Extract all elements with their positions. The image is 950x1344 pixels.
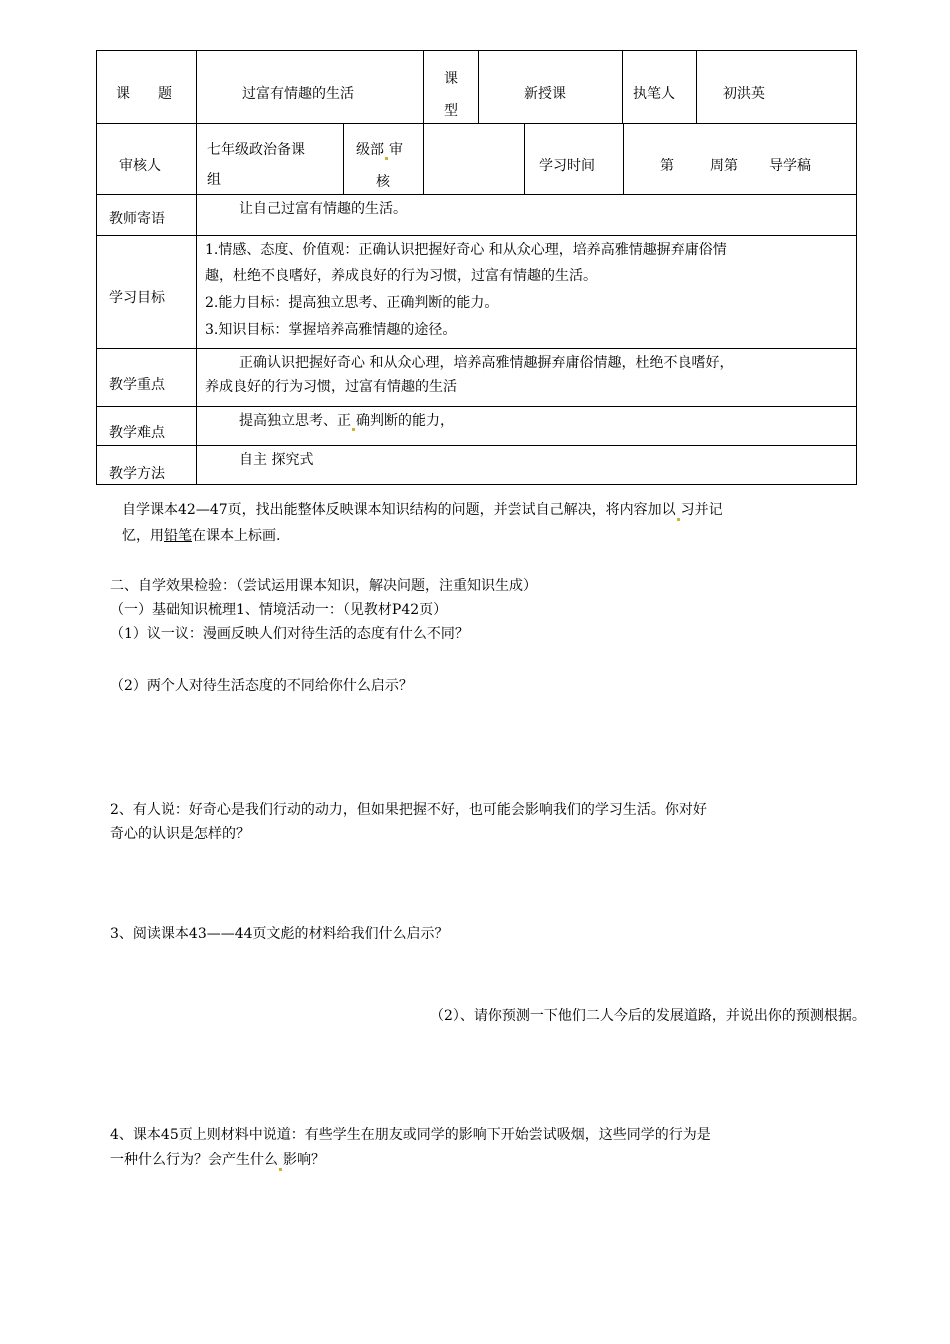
cell-author-label [622, 50, 697, 124]
question-4: 3、阅读课本43——44页文彪的材料给我们什么启示？ [110, 926, 449, 942]
cell-time-label [524, 123, 624, 195]
dept-text-a: 级部 [356, 142, 384, 158]
title-label: 课 题 [116, 86, 172, 102]
cell-blank [423, 123, 525, 195]
teacher-note-label: 教师寄语 [109, 211, 165, 227]
keypoints-label: 教学重点 [109, 377, 165, 393]
edit-mark [352, 428, 355, 431]
cell-author-value [696, 50, 857, 124]
type-value: 新授课 [524, 86, 566, 102]
cell-time-value [623, 123, 857, 195]
time-week: 周第 [710, 158, 738, 174]
objective-line3: 2.能力目标：提高独立思考、正确判断的能力。 [205, 295, 499, 311]
dept-line2: 核 [376, 174, 390, 190]
section2-heading: 二、自学效果检验：（尝试运用课本知识，解决问题，注重知识生成） [110, 578, 537, 594]
selfstudy-text-b: 习并记 [680, 502, 723, 518]
cell-objectives [196, 235, 857, 349]
type-label-bottom: 型 [444, 103, 458, 119]
author-value: 初洪英 [723, 86, 765, 102]
author-label: 执笔人 [633, 86, 675, 102]
cell-reviewer-label [96, 123, 197, 195]
reviewer-line2: 组 [207, 172, 221, 188]
objective-line1: 1.情感、态度、价值观：正确认识把握好奇心 和从众心理，培养高雅情趣摒弃庸俗情 [205, 242, 727, 258]
cell-dept-review [343, 123, 424, 195]
cell-method [196, 445, 857, 485]
question-2: （2）两个人对待生活态度的不同给你什么启示？ [110, 678, 413, 694]
objective-line4: 3.知识目标：掌握培养高雅情趣的途径。 [205, 322, 457, 338]
section2-sub: （一）基础知识梳理1、情境活动一：（见教材P42页） [110, 602, 448, 618]
cell-method-label [96, 445, 197, 485]
edit-mark [385, 157, 388, 160]
question-6-text-b: 影响？ [283, 1152, 325, 1168]
objective-line2: 趣，杜绝不良嗜好，养成良好的行为习惯，过富有情趣的生活。 [205, 268, 597, 284]
objectives-label: 学习目标 [109, 290, 165, 306]
teacher-note: 让自己过富有情趣的生活。 [239, 201, 407, 217]
cell-keypoints [196, 348, 857, 407]
dept-line1 [356, 140, 403, 160]
question-6-line2 [110, 1149, 325, 1171]
selfstudy-line2 [122, 525, 280, 547]
cell-difficulty-label [96, 406, 197, 446]
difficulty-text [239, 411, 454, 431]
difficulty-label: 教学难点 [109, 425, 165, 441]
selfstudy-text-d: 在课本上标画. [192, 528, 281, 544]
question-6-line1: 4、课本45页上则材料中说道：有些学生在朋友或同学的影响下开始尝试吸烟，这些同学的行为是 [110, 1127, 711, 1143]
question-3-line1: 2、有人说：好奇心是我们行动的动力，但如果把握不好，也可能会影响我们的学习生活。你对好 [110, 802, 707, 818]
difficulty-text-a: 提高独立思考、正 [239, 413, 351, 429]
cell-keypoints-label [96, 348, 197, 407]
time-di: 第 [660, 158, 674, 174]
cell-difficulty [196, 406, 857, 446]
cell-title-value [196, 50, 424, 124]
keypoints-line1: 正确认识把握好奇心 和从众心理，培养高雅情趣摒弃庸俗情趣，杜绝不良嗜好， [239, 355, 734, 371]
cell-type-value [478, 50, 623, 124]
pencil-underlined: 铅笔 [164, 528, 192, 544]
dept-text-b: 审 [389, 142, 403, 158]
cell-type-label [423, 50, 479, 124]
method-label: 教学方法 [109, 466, 165, 482]
question-3-line2: 奇心的认识是怎样的？ [110, 826, 250, 842]
keypoints-line2: 养成良好的行为习惯，过富有情趣的生活 [205, 379, 457, 395]
selfstudy-line1 [122, 499, 723, 521]
difficulty-text-b: 确判断的能力， [356, 413, 454, 429]
selfstudy-text-c: 忆，用 [122, 528, 164, 544]
time-doc: 导学稿 [769, 158, 811, 174]
title-value: 过富有情趣的生活 [242, 86, 354, 102]
method-text: 自主 探究式 [239, 452, 314, 468]
cell-objectives-label [96, 235, 197, 349]
edit-mark [677, 518, 680, 521]
question-1: （1）议一议：漫画反映人们对待生活的态度有什么不同？ [110, 626, 469, 642]
cell-title-label [96, 50, 197, 124]
edit-mark [279, 1168, 282, 1171]
reviewer-label: 审核人 [119, 158, 161, 174]
reviewer-line1: 七年级政治备课 [207, 142, 305, 158]
cell-teacher-note [196, 194, 857, 236]
type-label-top: 课 [444, 71, 458, 87]
question-5: （2）、请你预测一下他们二人今后的发展道路，并说出你的预测根据。 [430, 1008, 866, 1024]
question-6-text-a: 一种什么行为？会产生什么 [110, 1152, 278, 1168]
cell-reviewer-value [196, 123, 344, 195]
selfstudy-text-a: 自学课本42—47页，找出能整体反映课本知识结构的问题，并尝试自己解决，将内容加以 [122, 502, 676, 518]
time-label: 学习时间 [539, 158, 595, 174]
cell-teacher-note-label [96, 194, 197, 236]
